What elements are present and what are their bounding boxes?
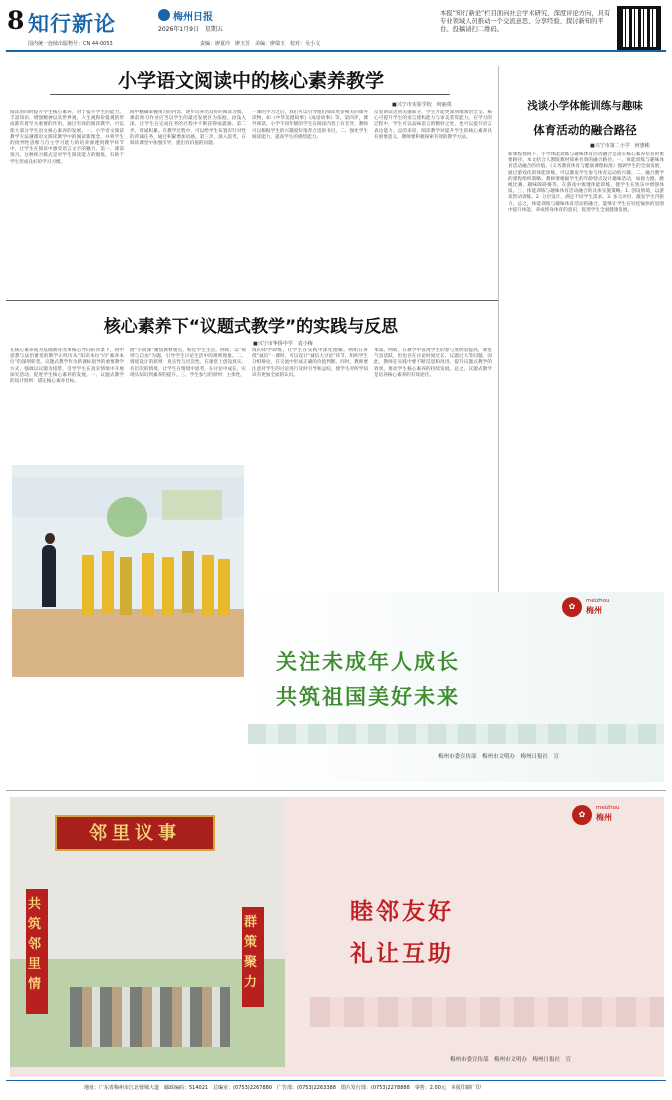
footer-text: 地址：广东省梅州市江北蓉城大道 邮政编码：514021 总编室：(0753)2267880 广告部：(0753)2263388 图片发行部：(0753)2278888 零售：2.00元 本报印刷厂印 bbox=[84, 1085, 481, 1091]
article2-title: 核心素养下“议题式教学”的实践与反思 bbox=[103, 317, 399, 337]
meizhou-logo-icon-2: ✿ bbox=[572, 805, 592, 825]
article3-title-line1: 浅谈小学体能训练与趣味 bbox=[527, 100, 643, 112]
article2-col1: 在核心素养成为基础教育改革核心导向的背景下，初中思想与法治课堂的教学正经历从“知识本位”向“素养本位”的深刻转变。议题式教学作为新课标倡导的重要教学方式，强调以议题为纽带，引导学生在真实情境中开展探究活动，促进学生核心素养的发展。一、议题式教学的设计原则：锚定核心素养目标。 bbox=[10, 348, 124, 385]
classroom-photo bbox=[12, 465, 244, 677]
ad2-couplet-right: 群策聚力 bbox=[244, 915, 258, 990]
article1-title: 小学语文阅读中的核心素养教学 bbox=[117, 70, 384, 92]
ad2-slogan-line2: 礼让互助 bbox=[350, 940, 454, 967]
article2-col4: 本质。例如，在教学中发现学生的参与度明显提高，课堂气氛活跃，但也存在讨论时间过长、议题过大等问题。因此，教师在实践中要不断反思和改进，提升议题式教学的效果，推动学生核心素养的持续发展。总之，议题式教学是培养核心素养的有效途径。 bbox=[374, 348, 492, 378]
ad2-sponsors: 梅州市委宣传部 梅州市文明办 梅州日报社 宣 bbox=[450, 1057, 572, 1063]
article1-col3: 一课的学习之后，我们可以引导他们阅读更多相关的课外读物，如《中华美德故事》《成语故事》等。第四步，课外阅读。小学不同年级的学生在阅读内容上有差异，教师可以根据学生的兴趣爱好推荐合适的书目。二、强化学生阅读能力，提高学生的感悟能力。 bbox=[252, 110, 368, 140]
ad1-brand: 梅州 bbox=[586, 606, 602, 615]
ad2-couplet-left: 共筑邻里情 bbox=[28, 897, 42, 992]
ad1-brand-pinyin: meizhou bbox=[586, 598, 610, 604]
article1-col2: 海中精确掌握预习的内容，逐步培养出良好的阅读习惯。课前预习作业应当以学生的最近发展区为依据，由浅入深，让学生在完成任务的过程中不断获得成就感。第二步，背诵积累。在教学过程中，可以给学生布置有针对性的背诵任务，通过积累增加语感。第三步，深入思考，在阅读课堂中加强引导，提出有价值的问题。 bbox=[130, 110, 246, 147]
paper-name: 梅州日报 bbox=[173, 12, 213, 23]
cn-number: 国内统一连续出版物号：CN 44-0053 bbox=[28, 41, 113, 47]
page-number: 8 bbox=[7, 6, 25, 35]
article3-author: ■兴宁市第二小学 何惠彬 bbox=[590, 143, 650, 149]
community-photo bbox=[10, 797, 285, 1067]
meizhou-logo-icon: ✿ bbox=[562, 597, 582, 617]
article1-col4: 反复朗读达到关键部分，学生才能更深刻地领悟全文。核心可提升学生的语言建构能力与审美鉴赏能力。在学习的过程中，学生可以品味语言的精妙之处，也可以提升语言表达能力。总的来说，阅读教学对提升学生的核心素养具有重要意义，教师要积极探索有效的教学方法。 bbox=[374, 110, 492, 140]
article1-author: ■兴宁市实验学校 何丽英 bbox=[392, 102, 452, 108]
ad2-banner bbox=[10, 797, 664, 1077]
article3-title-line2: 体育活动的融合路径 bbox=[533, 123, 637, 137]
qr-code[interactable] bbox=[617, 6, 661, 50]
article2-author: ■兴宁市华侨中学 袁小梅 bbox=[253, 341, 313, 347]
ad2-slogan-line1: 睦邻友好 bbox=[350, 898, 454, 925]
date-line: 2026年1月9日 星期五 bbox=[158, 26, 223, 33]
staff-line: 责编：廖夏玲 廖玉芳 美编：廖瑞玉 校对：吴小文 bbox=[200, 41, 321, 47]
ad1-slogan-line1: 关注未成年人成长 bbox=[276, 649, 460, 674]
section-title: 知行新论 bbox=[28, 12, 116, 36]
notice-text: 本报“知行新论”栏目面向社会学术研究、深度评论方向，具有专业领域人员推动一个交流意思、分享经验、探讨新知的平台。投稿请扫二维码。 bbox=[440, 10, 611, 34]
article3-body: 新课程视域下，小学体能训练与趣味体育活动融合是落实核心素养培育的重要路径。本文结合人教版教材探索有效的融合路径。一、体能训练与趣味体育活动融合的价值。《义务教育体育与健康课程标准》强调学生的全面发展，通过游戏化的体能训练，可以激发学生参与体育运动的兴趣。二、融合教学的课程组织策略。教师要根据学生的年龄特点设计趣味活动，如接力跑、跳绳比赛、趣味障碍赛等，在游戏中渗透体能训练，使学生在快乐中增强体质。三、体能训练与趣味体育活动融合的具体实施策略。1. 创设情境，以游戏带动训练。2. 分层设计，满足不同学生需求。3. 多元评价，激发学生内驱力。总之，体能训练与趣味体育活动的融合，能够让学生在轻松愉快的氛围中提升体能，养成终身体育的意识，促进学生全面健康发展。 bbox=[508, 152, 664, 213]
article2-col3: 境的即学即练，让学生在实践中深化理解。例如在讲授“诚信”一课时，可以设计“诚信大讨论”环节，组织学生分组辩论，在交流中形成正确的价值判断。同时，教师要注意对学生的讨论进行及时引导和总结，使学生对所学知识有更加全面的认识。 bbox=[252, 348, 368, 378]
article2-col2: 展“小而深”聚焦教材重点，贴近学生生活。例如，以“规则与自由”为题，引导学生讨论生活中的规则现象。二、情境设计的原则：真实性与层次性。在课堂上创设真实、有层次的情境，让学生在情境中思考，在讨论中成长，实现从知识到素养的提升。三、学生参与的原则：主体性。 bbox=[130, 348, 246, 378]
ad1-sponsors: 梅州市委宣传部 梅州市文明办 梅州日报社 宣 bbox=[438, 754, 560, 760]
ad1-slogan-line2: 共筑祖国美好未来 bbox=[276, 684, 460, 709]
ad2-brand-pinyin: meizhou bbox=[596, 805, 620, 811]
ad1-banner bbox=[248, 592, 664, 782]
ad2-brand: 梅州 bbox=[596, 813, 612, 822]
paper-logo-icon bbox=[158, 9, 170, 21]
ad2-sign-text: 邻里议事 bbox=[89, 823, 181, 844]
article1-col1: 阅读的同时提升学生核心素养，对于提升学生的能力、丰富知识、增强精神以及世界观、人生观和价值观的形成都有着至关重要的作用。通过有效的阅读教学，可以使大部分学生语文核心素养的发展。一、小学语文阅读教学方法遵循语文阅读教学中的阅读新理念，并将学生的批判性思维与自主学习能力的培养渗透到教学环节中，让学生在阅读中感受语言文字的魅力。第一，课前预习。这种预习模式是对学生阅读能力的锻炼，有助于学生形成良好的学习习惯。 bbox=[10, 110, 124, 165]
